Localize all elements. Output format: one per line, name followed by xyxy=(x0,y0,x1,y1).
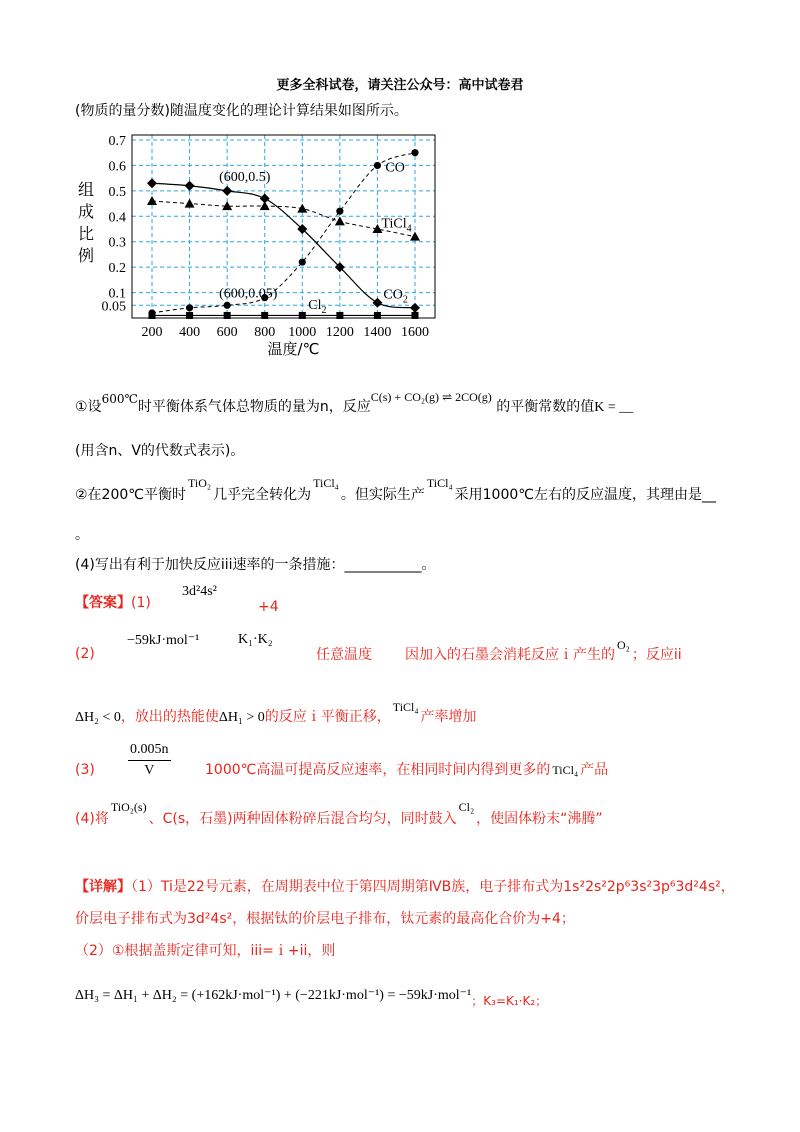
series-label-co2: $CO_2$ xyxy=(383,287,408,306)
q2-ticl4: TiCl₄ xyxy=(313,476,339,490)
answer-1-label: (1) xyxy=(131,595,151,611)
point-co2 xyxy=(410,303,420,313)
x-tick-label: 400 xyxy=(179,325,201,340)
x-tick-label: 600 xyxy=(216,325,238,340)
answer-2-k: K₁·K₂ xyxy=(238,632,273,647)
point-co xyxy=(411,149,418,156)
detail-formula: ΔH₃ = ΔH₁ + ΔH₂ = (+162kJ·mol⁻¹) + (−221kJ·mol⁻¹) = −59kJ·mol⁻¹ xyxy=(75,988,472,1003)
y-tick-label: 0.3 xyxy=(108,235,126,251)
x-tick-label: 1000 xyxy=(288,325,317,340)
q2-prefix: ②在200℃平衡时 xyxy=(75,487,186,503)
answer-3-denominator: V xyxy=(144,763,155,778)
answer-2-ticl4: TiCl₄ xyxy=(392,700,419,714)
q1-note: (用含n、V的代数式表示)。 xyxy=(75,443,245,459)
answer-3-tail: 产品 xyxy=(580,762,609,778)
question-1 xyxy=(75,390,634,417)
x-axis-label: 温度/℃ xyxy=(267,340,320,358)
answer-3-text xyxy=(205,761,608,779)
answer-3-text-a: 1000℃高温可提高反应速率，在相同时间内得到更多的 xyxy=(205,762,551,778)
detail-line-3: （2）①根据盖斯定律可知，iii=ｉ+ii，则 xyxy=(75,943,336,959)
q2-end: 。 xyxy=(75,527,89,543)
answer-2-reason xyxy=(405,638,682,664)
detail-formula-line xyxy=(75,984,548,1008)
answer-3-ticl4: TiCl₄ xyxy=(552,763,579,777)
point-ticl4 xyxy=(335,216,345,225)
annotation-600-05: (600,0.5) xyxy=(219,169,271,185)
point-ticl4 xyxy=(147,196,157,205)
y-tick-label: 0.5 xyxy=(108,184,126,200)
q1-reaction: C(s) + CO₂(g) ⇌ 2CO(g) xyxy=(370,390,492,404)
answer-tag: 【答案】 xyxy=(75,595,131,611)
point-co xyxy=(299,258,306,265)
q1-temp: 600℃ xyxy=(101,392,138,406)
answer-2-line2-a: ，放出的热能使 xyxy=(120,709,219,725)
detail-line-2: 价层电子排布式为3d²4s²，根据钛的价层电子排布，钛元素的最高化合价为+4； xyxy=(75,911,575,927)
detail-text-1: （1）Ti是22号元素，在周期表中位于第四周期第ⅣB族，电子排布式为1s²2s²2p⁶3s²3p⁶3d²4s²， xyxy=(131,879,735,895)
q2-tio2: TiO₂ xyxy=(188,476,212,490)
series-label-ticl4: TiCl$_4$ xyxy=(381,216,412,235)
x-tick-label: 1400 xyxy=(363,325,392,340)
annotation-600-005: (600,0.05) xyxy=(219,286,278,302)
point-cl2 xyxy=(336,312,343,319)
y-tick-label: 0.4 xyxy=(108,210,126,226)
detail-line-1 xyxy=(75,878,735,896)
x-tick-label: 800 xyxy=(254,325,276,340)
point-co2 xyxy=(260,193,270,203)
point-co xyxy=(336,208,343,215)
intro-text: (物质的量分数)随温度变化的理论计算结果如图所示。 xyxy=(75,103,408,119)
y-tick-label: 0.7 xyxy=(108,134,126,149)
answer-2-line2-b: 的反应ｉ平衡正移， xyxy=(264,709,391,725)
y-axis-label: 组成比例 xyxy=(78,180,95,265)
answer-2-line-2 xyxy=(75,700,477,727)
composition-chart xyxy=(60,125,460,360)
series-label-co: CO xyxy=(385,160,405,176)
point-co2 xyxy=(185,181,195,191)
x-tick-label: 1200 xyxy=(325,325,354,340)
answer-1-valence: +4 xyxy=(258,599,279,615)
q2-mid1: 几乎完全转化为 xyxy=(213,487,312,503)
q2-ticl4-b: TiCl₄ xyxy=(426,476,453,490)
point-cl2 xyxy=(374,312,381,319)
question-4: (4)写出有利于加快反应iii速率的一条措施：___________。 xyxy=(75,557,436,573)
page-header: 更多全科试卷，请关注公众号：高中试卷君 xyxy=(276,78,524,93)
y-tick-label: 0.6 xyxy=(108,159,126,175)
answer-3-label: (3) xyxy=(75,762,95,778)
answer-2-dh: −59kJ·mol⁻¹ xyxy=(127,633,200,648)
answer-3-numerator: 0.005n xyxy=(128,742,171,761)
answer-4-cl2: Cl₂ xyxy=(458,800,475,814)
q1-k: K = __ xyxy=(594,400,634,415)
point-cl2 xyxy=(149,312,156,319)
point-cl2 xyxy=(224,312,231,319)
q1-prefix: ①设 xyxy=(75,399,102,415)
point-co2 xyxy=(372,298,382,308)
question-2 xyxy=(75,476,716,504)
detail-tag: 【详解】 xyxy=(75,879,131,895)
x-tick-label: 200 xyxy=(141,325,163,340)
series-line-co2 xyxy=(152,183,415,308)
x-tick-label: 1600 xyxy=(401,325,429,340)
q2-suffix: 采用1000℃左右的反应温度，其理由是__ xyxy=(454,487,716,503)
answer-4 xyxy=(75,800,603,828)
point-cl2 xyxy=(261,312,268,319)
point-co2 xyxy=(222,186,232,196)
answer-2-label: (2) xyxy=(75,646,95,662)
point-co xyxy=(224,302,231,309)
point-cl2 xyxy=(412,312,419,319)
q2-mid2: 。但实际生产 xyxy=(340,487,425,503)
point-co xyxy=(186,304,193,311)
y-tick-label: 0.2 xyxy=(108,261,126,277)
answer-2-o2: O₂ xyxy=(617,638,630,652)
detail-formula-tail: ；K₃=K₁·K₂； xyxy=(471,994,548,1008)
y-tick-label: 0.05 xyxy=(101,299,126,315)
point-co2 xyxy=(147,178,157,188)
point-cl2 xyxy=(299,312,306,319)
answer-4-tail: ，使固体粉末“沸腾” xyxy=(476,811,603,827)
y-tick-label: 0.1 xyxy=(108,286,126,302)
answer-2-reason-b: ；反应ii xyxy=(631,647,682,663)
point-co xyxy=(374,162,381,169)
answer-2-temperature: 任意温度 xyxy=(316,647,372,663)
series-label-cl2: $Cl_2$ xyxy=(308,297,327,316)
answer-3-fraction xyxy=(128,742,171,779)
answer-4-label: (4)将 xyxy=(75,811,109,827)
answer-2-reason-a: 因加入的石墨会消耗反应ｉ产生的 xyxy=(405,647,615,663)
answer-2-dh1: ΔH₁ > 0 xyxy=(218,710,265,725)
answer-4-text: 、C(s，石墨)两种固体粉碎后混合均匀，同时鼓入 xyxy=(148,811,457,827)
answer-4-tio2: TiO₂(s) xyxy=(110,800,147,814)
answer-line-1 xyxy=(75,594,151,612)
point-ticl4 xyxy=(185,199,195,208)
answer-2-line2-c: 产率增加 xyxy=(420,709,477,725)
q1-mid: 时平衡体系气体总物质的量为n，反应 xyxy=(137,399,371,415)
q1-suffix: 的平衡常数的值 xyxy=(496,399,595,415)
point-cl2 xyxy=(186,312,193,319)
answer-1-config: 3d²4s² xyxy=(182,584,217,599)
answer-2-dh2: ΔH₂ < 0 xyxy=(75,710,121,725)
